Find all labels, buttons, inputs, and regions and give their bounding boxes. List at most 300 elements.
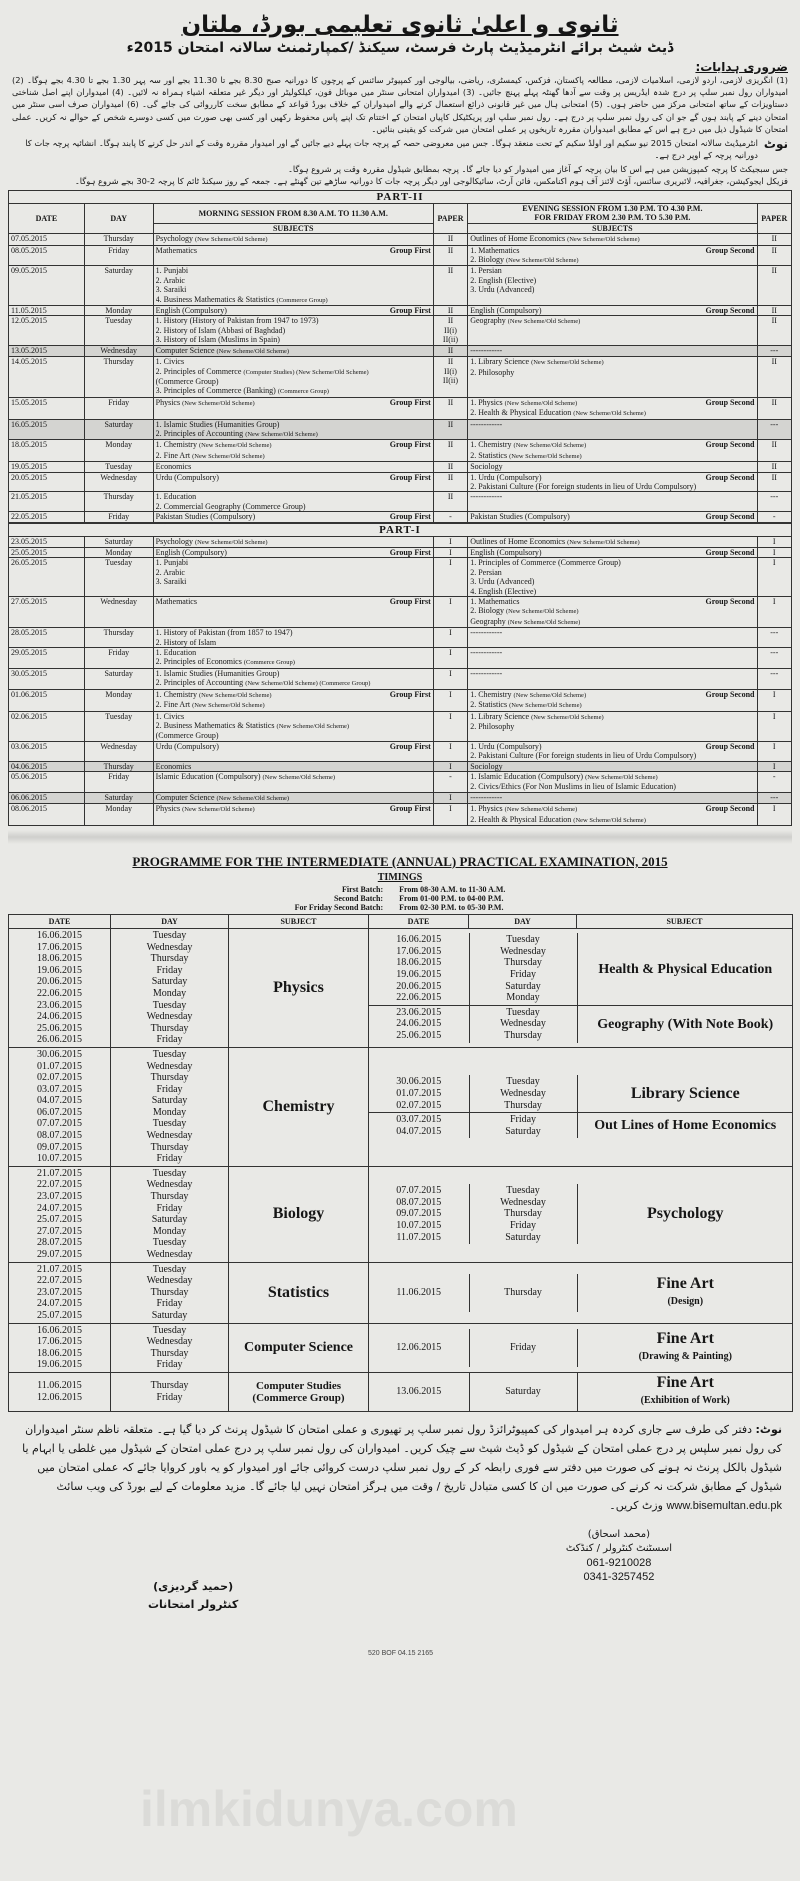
row-date: 09.05.2015 [9,266,85,306]
subject-item: Computer Science (New Scheme/Old Scheme) [155,792,290,802]
evening-paper [757,689,791,711]
right-blocks [369,1372,793,1411]
group-label: Group First [389,472,431,482]
subject-item: ------------ [470,648,503,658]
table-row [9,628,792,648]
table-row [9,512,792,522]
morning-subjects [153,558,433,597]
evening-paper [757,711,791,741]
prac-col-date-left: DATE [9,914,111,928]
scheme-note: (New Scheme/Old Scheme) [198,442,272,450]
paper-code: II [447,440,454,450]
paper-code: --- [770,648,779,658]
subject-item: 2. Principles of Commerce (Computer Studies) (New Scheme/Old Scheme) [155,366,369,376]
subject-item: ------------ [470,419,503,429]
morning-subjects [153,357,433,398]
morning-subjects [153,597,433,628]
subject-item: 2. Arabic [155,275,185,285]
paper-code: II [771,266,777,276]
left-days [111,1372,229,1411]
right-days [469,1075,577,1112]
row-day: Monday [84,548,153,558]
morning-subjects [153,628,433,648]
practical-subject: Fine Art (Design) [579,1275,793,1311]
scheme-note: (New Scheme/Old Scheme) [182,399,255,407]
subject-item: 3. History of Islam (Muslims in Spain) [155,335,280,345]
group-label: Group First [389,689,431,699]
day-list: Tuesday Wednesday Thursday [500,1006,546,1042]
paper-code: --- [770,345,779,355]
prac-col-subject-left: SUBJECT [229,914,369,928]
subject-item: Mathematics [155,245,197,255]
practical-subject: Biology [272,1205,325,1223]
row-day: Wednesday [84,472,153,492]
col-subjects-evening: SUBJECTS [468,223,757,233]
evening-subjects [468,628,757,648]
paper-code: II [771,234,777,244]
table-row [9,492,792,512]
table-row [9,536,792,547]
row-day: Friday [84,648,153,669]
evening-subjects [468,472,757,492]
right-subject [577,1274,793,1312]
row-day: Thursday [84,234,153,245]
part2-rows [9,234,792,522]
subject-item: 1. Chemistry (New Scheme/Old Scheme) [470,689,587,699]
paper-code: II [447,306,454,316]
subject-item: English (Compulsory) [470,306,542,316]
evening-paper [757,548,791,558]
evening-subjects [468,771,757,792]
right-days [469,1184,577,1244]
table-row [9,472,792,492]
morning-paper [433,245,467,266]
morning-paper [433,741,467,761]
day-list: Tuesday Wednesday Thursday Friday Saturday Monday Tuesday Wednesday Thursday Friday [146,929,193,1046]
scheme-note: (New Scheme/Old Scheme) [567,538,640,546]
subject-item: Mathematics [155,597,197,607]
evening-subjects [468,689,757,711]
col-paper-morning: PAPER [433,204,467,234]
right-blocks [369,1166,793,1262]
paper-code: I [449,761,452,771]
note-heading: نوٹ [763,137,788,152]
evening-session [468,204,757,224]
group-label: Group First [389,440,431,450]
subject-item: Sociology [470,462,503,472]
phone-2: 0341-3257452 [583,1570,655,1583]
part1-label: PART-I [8,523,792,536]
evening-paper [757,345,791,356]
morning-paper [433,711,467,741]
subject-item: 2. Arabic [155,567,185,577]
col-day: DAY [84,204,153,234]
scheme-note: (New Scheme/Old Scheme) [573,816,646,824]
morning-paper [433,558,467,597]
right-days [469,1274,577,1312]
subject-item: Outlines of Home Economics (New Scheme/Old Scheme) [470,234,640,244]
scheme-note: (New Scheme/Old Scheme) [573,410,646,418]
board-website-link[interactable]: www.bisemultan.edu.pk [666,1499,782,1512]
table-row [9,266,792,306]
col-paper-evening: PAPER [757,204,791,234]
scheme-note: (New Scheme/Old Scheme) [504,399,578,407]
evening-subjects [468,345,757,356]
table-row [9,548,792,558]
row-day: Monday [84,306,153,316]
paper-code: II [771,440,777,450]
evening-subjects [468,357,757,398]
paper-code: - [449,771,452,781]
right-dates [369,933,469,1005]
evening-paper [757,668,791,689]
morning-subjects [153,548,433,558]
subject-item: Geography (New Scheme/Old Scheme) [470,316,581,326]
row-day: Friday [84,245,153,266]
row-date: 13.05.2015 [9,345,85,356]
subject-item: 3. Urdu (Advanced) [470,577,535,587]
left-subject [229,928,369,1047]
row-date: 05.06.2015 [9,771,85,792]
evening-paper [757,472,791,492]
table-row [9,397,792,419]
datesheet-page [8,6,792,1672]
morning-paper [433,597,467,628]
practical-row [9,928,793,1047]
practical-subject: Health & Physical Education [598,961,773,977]
evening-paper [757,306,791,316]
left-days [111,928,229,1047]
left-dates [9,1262,111,1323]
evening-paper [757,419,791,440]
sig-right-name: (محمد اسحاق) [587,1528,651,1540]
row-day: Monday [84,440,153,462]
paper-code: II [447,472,454,482]
right-days [469,1329,577,1367]
scheme-note: (New Scheme/Old Scheme) [507,618,581,626]
subject-item: 2. History of Islam (Abbasi of Baghdad) [155,325,286,335]
morning-subjects [153,512,433,522]
right-subject [577,1075,793,1112]
practical-subject: Computer Science [244,1340,353,1356]
paper-code: II [447,345,454,355]
row-day: Friday [84,771,153,792]
timings-list [8,885,792,912]
left-days [111,1047,229,1166]
practical-row [9,1262,793,1323]
morning-subjects [153,711,433,741]
date-list: 21.07.2015 22.07.2015 23.07.2015 24.07.2015 25.07.2015 [37,1263,82,1321]
paper-code: I [772,597,776,607]
subject-item: 2. Fine Art (New Scheme/Old Scheme) [155,700,265,710]
subject-item: 4. Business Mathematics & Statistics (Commerce Group) [155,294,328,304]
evening-subjects [468,397,757,419]
table-row [9,306,792,316]
row-day: Saturday [84,792,153,803]
practical-subject: Fine Art (Exhibition of Work) [579,1374,793,1410]
subject-item: 2. Philosophy [470,367,515,377]
evening-paper [757,648,791,669]
date-list: 16.06.2015 17.06.2015 18.06.2015 19.06.2015 20.06.2015 22.06.2015 [396,934,442,1004]
subject-item: 1. Civics [155,711,185,721]
paper-code: II [771,472,777,482]
subject-item: 2. Civics/Ethics (For Non Muslims in lieu of Islamic Education) [470,782,676,792]
assistant-controller-signature [566,1528,672,1584]
right-subject [577,1329,793,1367]
paper-code: II(i) [444,325,457,335]
practical-subject: Chemistry [262,1097,335,1115]
morning-session: MORNING SESSION FROM 8.30 A.M. TO 11.30 A.M. [153,204,433,224]
morning-paper [433,648,467,669]
paper-code: --- [770,792,779,802]
scheme-note: (New Scheme/Old Scheme) [509,452,582,460]
evening-subjects [468,512,757,522]
subject-item: 2. Biology (New Scheme/Old Scheme) [470,606,579,616]
subject-item: 1. Islamic Studies (Humanities Group) [155,419,280,429]
subject-item: Sociology [470,761,503,771]
subject-item: ------------ [470,668,503,678]
scheme-note: (New Scheme/Old Scheme) [194,236,268,244]
row-date: 08.05.2015 [9,245,85,266]
subject-item: Geography (New Scheme/Old Scheme) [470,616,581,626]
subject-item: 1. Chemistry (New Scheme/Old Scheme) [155,440,272,450]
scheme-note: (New Scheme/Old Scheme) [192,452,265,460]
subject-item: 2. Principles of Economics (Commerce Group) [155,657,295,667]
subject-item: 1. Chemistry (New Scheme/Old Scheme) [155,689,272,699]
paper-code: I [449,628,452,638]
scheme-note: (Commerce Group) [243,659,295,667]
right-blocks [369,1047,793,1166]
morning-subjects [153,536,433,547]
right-row [369,1005,793,1042]
table-row [9,345,792,356]
row-date: 20.05.2015 [9,472,85,492]
row-date: 11.05.2015 [9,306,85,316]
group-label: Group Second [705,245,755,255]
left-days [111,1166,229,1262]
morning-subjects [153,306,433,316]
morning-subjects [153,440,433,462]
row-day: Friday [84,397,153,419]
prac-col-day-right: DAY [469,914,577,928]
date-list: 03.07.2015 04.07.2015 [396,1114,442,1137]
prac-col-date-right: DATE [369,914,469,928]
row-date: 12.05.2015 [9,316,85,345]
practical-row [9,1323,793,1372]
subject-item: 1. Library Science (New Scheme/Old Scheme) [470,357,604,367]
evening-paper [757,558,791,597]
right-dates [369,1075,469,1112]
practical-subject: Computer Studies (Commerce Group) [252,1379,345,1404]
morning-subjects [153,689,433,711]
row-date: 29.05.2015 [9,648,85,669]
evening-subjects [468,548,757,558]
col-date: DATE [9,204,85,234]
scheme-note: (New Scheme/Old Scheme) [504,806,578,814]
subject-item: 2. Health & Physical Education (New Scheme/Old Scheme) [470,814,646,824]
subject-item: English (Compulsory) [155,548,227,558]
morning-subjects [153,804,433,826]
morning-subjects [153,771,433,792]
subject-item: 1. Punjabi [155,558,189,568]
theory-datesheet-part1-table [8,536,792,826]
subject-item: 2. Health & Physical Education (New Scheme/Old Scheme) [470,408,646,418]
right-subject [577,1005,793,1042]
table-row [9,711,792,741]
controller-signature [148,1578,238,1614]
footer-note-text: دفتر کی طرف سے جاری کردہ ہر امیدوار کی کمپیوٹرائزڈ رول نمبر سلپ پر تھیوری و عملی امتحان کا شیڈول پرنٹ کر دیا گیا ہے۔ متعلقہ ناظم سنٹر امیدواران کی رول نمبر سلپس پر درج عملی امتحان کے شیڈول کو ڈیٹ شیٹ سے چیک کریں۔ امیدواران کی رول نمبر سلپ پر درج عملی امتحان کے شیڈول میں غلطی یا ابہام یا شیڈول بالکل پرنٹ نہ ہونے کی صورت میں دفتر سے فوری رابطہ کر کے رول نمبر سلپ درست کروائی جائے اور امیدوار کو یہ باور کروایا جائے کہ عملی امتحان میں شیڈول کے مطابق شرکت نہ کرنے کی صورت میں ان کا کسی متبادل تاریخ / وقت میں ہرگز امتحان نہیں لیا جائے گا۔ مزید معلومات کے لیے بورڈ کی ویب سائٹ [22,1422,782,1493]
evening-subjects [468,316,757,345]
subject-item: 1. Mathematics [470,245,520,255]
subject-item: Economics [155,462,192,472]
subject-item: 2. Commercial Geography (Commerce Group) [155,501,306,511]
paper-code: I [772,536,776,546]
paper-code: I [772,689,776,699]
row-date: 04.06.2015 [9,761,85,771]
scheme-note: (New Scheme/Old Scheme) [507,318,581,326]
table-row [9,804,792,826]
subject-item: Psychology (New Scheme/Old Scheme) [155,234,268,244]
instructions-text: (1) انگریزی لازمی، اردو لازمی، اسلامیات لازمی، مطالعہ پاکستان، فزکس، کیمسٹری، ریاضی، بیالوجی اور کمپیوٹر سائنس کے پرچوں کا دورانیہ صبح 8.30 بجے تا 11.30 بجے اور سہ پہر 1.30 بجے تا 4.30 بجے ہوگا۔ (2) امیدواران رول نمبر سلپ پر درج شدہ ایڈریس پر وقت سے آدھا گھنٹہ پہلے پہنچ جائیں۔ (3) امیدواران امتحانی سنٹر میں موبائل فون، کیلکولیٹر اور دیگر غیر متعلقہ اشیاء ہمراہ نہ لائیں۔ (4) امیدواران اپنے اصل شناختی دستاویزات کے ساتھ امتحانی مرکز میں حاضر ہوں۔ (5) امتحانی ہال میں غیر قانونی ذرائع استعمال کرنے والے امیدواران کے خلاف بورڈ قواعد کے مطابق سخت کارروائی کی جائے گی۔ (6) امیدواران صرف اسی سنٹر میں امتحان دینے کے پابند ہوں گے جو ان کی رول نمبر سلپ پر درج ہے۔ رول نمبر سلپ اور پریکٹیکل کاپیاں امتحان کے اختتام تک اپنے پاس محفوظ رکھیں اور کسی بھی صورت میں کسی دوسرے شخص کے حوالے نہ کریں۔ عملی امتحان کا شیڈول ذیل میں درج ہے اس کے مطابق امیدواران مقررہ تاریخوں پر عملی امتحان میں شرکت کو یقینی بنائیں۔ [12,75,788,134]
subject-item: 1. History (History of Pakistan from 1947 to 1973) [155,316,319,326]
table-row [9,462,792,472]
footer-note [18,1420,782,1516]
subject-item: Urdu (Compulsory) [155,472,219,482]
right-row [369,1075,793,1112]
right-subtable [369,1329,793,1367]
timing-batch: First Batch: [342,884,384,894]
scheme-note: (New Scheme/Old Scheme) (Commerce Group) [245,680,371,688]
row-date: 03.06.2015 [9,741,85,761]
paper-code: --- [770,628,779,638]
right-blocks [369,928,793,1047]
row-day: Thursday [84,628,153,648]
day-list: Friday Saturday [505,1114,541,1137]
right-dates [369,1329,469,1367]
row-day: Saturday [84,419,153,440]
date-list: 13.06.2015 [396,1386,442,1398]
evening-subjects [468,558,757,597]
scheme-note: (New Scheme/Old Scheme) [505,257,579,265]
evening-paper [757,492,791,512]
subject-item: 2. English (Elective) [470,275,537,285]
evening-subjects [468,536,757,547]
row-date: 30.05.2015 [9,668,85,689]
paper-code: I [772,558,776,568]
subject-item: ------------ [470,345,503,355]
paper-code: II(ii) [442,375,459,385]
morning-subjects [153,245,433,266]
row-date: 22.05.2015 [9,512,85,522]
table-row [9,668,792,689]
group-label: Group First [389,597,431,607]
scheme-note: (New Scheme/Old Scheme) [505,608,579,616]
practical-subject: Out Lines of Home Economics [594,1118,777,1134]
part2-label: PART-II [8,190,792,203]
row-date: 21.05.2015 [9,492,85,512]
right-days [469,1113,577,1139]
group-label: Group First [389,512,431,522]
subject-item: Islamic Education (Compulsory) (New Scheme/Old Scheme) [155,771,336,781]
row-day: Wednesday [84,597,153,628]
right-subtable [369,1184,793,1244]
paper-code: II [447,266,454,276]
paper-code: I [449,741,452,751]
day-list: Thursday [504,1286,542,1298]
morning-paper [433,628,467,648]
subject-item: 3. Saraiki [155,577,187,587]
morning-paper [433,536,467,547]
evening-paper [757,397,791,419]
subject-item: (Commerce Group) [155,731,219,741]
prac-col-subject-right: SUBJECT [577,914,793,928]
paper-code: I [772,761,776,771]
subject-item: 3. Urdu (Advanced) [470,285,535,295]
group-label: Group Second [705,741,755,751]
subject-item: 2. Principles of Accounting (New Scheme/Old Scheme) (Commerce Group) [155,678,371,688]
evening-paper [757,440,791,462]
left-subject [229,1372,369,1411]
day-list: Tuesday Wednesday Thursday Friday [146,1324,193,1371]
evening-subjects [468,741,757,761]
paper-code: I [772,548,776,558]
left-dates [9,928,111,1047]
table-row [9,761,792,771]
evening-subjects [468,711,757,741]
evening-subjects [468,492,757,512]
subject-item: Pakistan Studies (Compulsory) [155,512,256,522]
morning-subjects [153,462,433,472]
morning-paper [433,804,467,826]
timing-time: From 02-30 P.M. to 05-30 P.M. [399,902,504,912]
signatures [8,1522,792,1672]
row-day: Thursday [84,492,153,512]
paper-code: I [449,668,452,678]
paper-code: II [447,462,454,472]
morning-paper [433,419,467,440]
scheme-note: (New Scheme/Old Scheme) [245,430,318,438]
left-dates [9,1047,111,1166]
phone-1: 061-9210028 [586,1556,652,1569]
right-dates [369,1113,469,1139]
paper-code: I [449,792,452,802]
right-subject [577,1184,793,1244]
right-subject [577,933,793,1005]
row-date: 07.05.2015 [9,234,85,245]
group-label: Group Second [705,306,755,316]
day-list: Tuesday Wednesday Thursday Friday Saturday Monday [500,934,546,1004]
morning-paper [433,234,467,245]
paper-code: II [771,306,777,316]
morning-paper [433,512,467,522]
row-date: 14.05.2015 [9,357,85,398]
table-row [9,771,792,792]
row-date: 16.05.2015 [9,419,85,440]
scheme-note: (New Scheme/Old Scheme) [182,806,255,814]
right-blocks [369,1323,793,1372]
left-subject [229,1047,369,1166]
watermark: ilmkidunya.com [140,1781,518,1837]
date-list: 12.06.2015 [396,1341,442,1353]
paper-code: II [771,397,777,407]
subject-item: Pakistan Studies (Compulsory) [470,512,570,522]
date-list: 16.06.2015 17.06.2015 18.06.2015 19.06.2015 [37,1324,82,1371]
group-label: Group First [389,741,431,751]
subject-item: 2. Pakistani Culture (For foreign students in lieu of Urdu Compulsory) [470,481,697,491]
scheme-note: (New Scheme/Old Scheme) [276,722,350,730]
left-days [111,1262,229,1323]
paper-code: I [449,804,452,814]
